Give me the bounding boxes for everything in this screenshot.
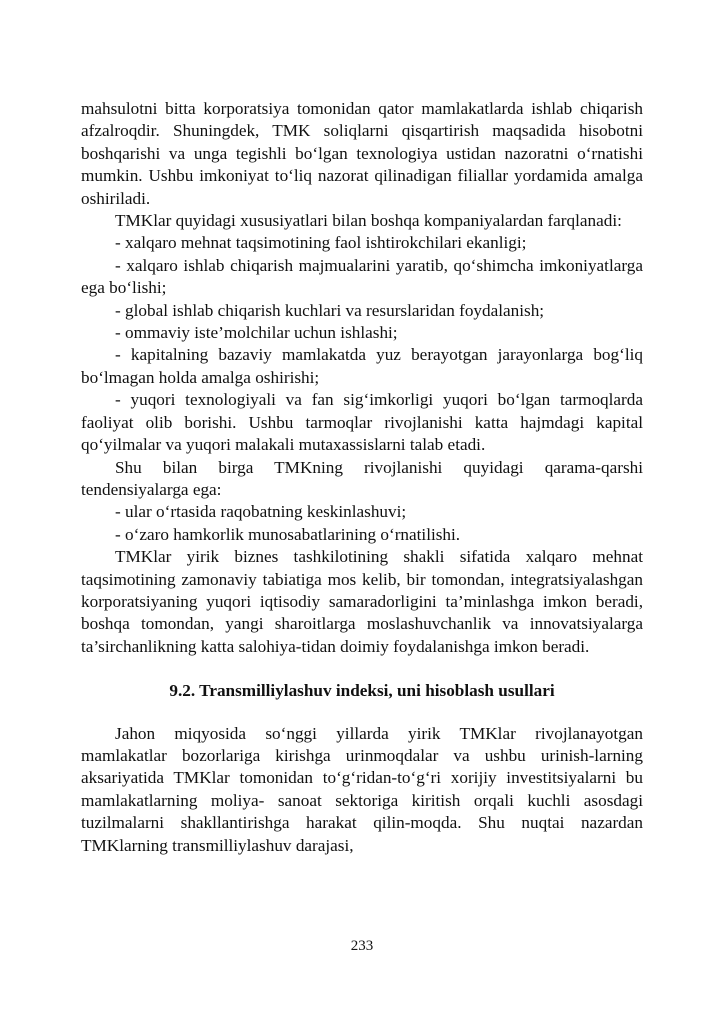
list-item: - kapitalning bazaviy mamlakatda yuz berayotgan jarayonlarga bog‘liq bo‘lmagan holda amalga oshirishi; (81, 345, 643, 387)
list-item: - ommaviy iste’molchilar uchun ishlashi; (115, 323, 398, 343)
list-item: - global ishlab chiqarish kuchlari va resurslaridan foydalanish; (115, 300, 545, 320)
page-number: 233 (350, 938, 374, 954)
list-item: - xalqaro mehnat taqsimotining faol ishtirokchilari ekanligi; (115, 233, 527, 253)
list-item: - ular o‘rtasida raqobatning keskinlashuvi; (115, 502, 407, 522)
list-item: - o‘zaro hamkorlik munosabatlarining o‘rnatilishi. (115, 524, 461, 544)
paragraph-conclusion: TMKlar yirik biznes tashkilotining shakli sifatida xalqaro mehnat taqsimotining zamonaviy tabiatiga mos kelib, bir tomondan, integratsiyalashgan korporatsiyaning yuqori iqtisodiy samaradorligini ta’minlashga imkon beradi, boshqa tomondan, yangi sharoitlarga moslashuvchanlik va innovatsiyalarga ta’sirchanlikning katta salohiya-tidan doimiy foydalanishga imkon beradi. (81, 547, 643, 656)
document-page (81, 98, 643, 857)
list-item: - xalqaro ishlab chiqarish majmualarini yaratib, qo‘shimcha imkoniyatlarga ega bo‘lishi; (81, 255, 643, 298)
paragraph-tendencies-intro: Shu bilan birga TMKning rivojlanishi quyidagi qarama-qarshi tendensiyalarga ega: (81, 457, 643, 499)
paragraph-section-body: Jahon miqyosida so‘nggi yillarda yirik TMKlar rivojlanayotgan mamlakatlar bozorlariga kirishga urinmoqdalar va ushbu urinish-larning aksariyatida TMKlar tomonidan to‘g‘ridan-to‘g‘ri xorijiy investitsiyalarni bu mamlakatlarning moliya- sanoat sektoriga kiritish orqali kuchli asosdagi tuzilmalarni shakllantirishga harakat qilin-moqda. Shu nuqtai nazardan TMKlarning transmilliylashuv darajasi, (81, 723, 643, 855)
section-heading: 9.2. Transmilliylashuv indeksi, uni hisoblash usullari (169, 681, 555, 701)
paragraph-features-intro: TMKlar quyidagi xususiyatlari bilan boshqa kompaniyalardan farqlanadi: (115, 211, 622, 231)
list-item: - yuqori texnologiyali va fan sig‘imkorligi yuqori bo‘lgan tarmoqlarda faoliyat olib borishi. Ushbu tarmoqlar rivojlanishi katta hajmdagi kapital qo‘yilmalar va yuqori malakali mutaxassislarni talab etadi. (81, 390, 643, 455)
paragraph-continuation: mahsulotni bitta korporatsiya tomonidan qator mamlakatlarda ishlab chiqarish afzalroqdir. Shuningdek, TMK soliqlarni qisqartirish maqsadida hisobotni boshqarishi va unga tegishli bo‘lgan texnologiya ustidan nazoratni o‘rnatishi mumkin. Ushbu imkoniyat to‘liq nazorat qilinadigan filiallar yordamida amalga oshiriladi. (81, 99, 643, 208)
